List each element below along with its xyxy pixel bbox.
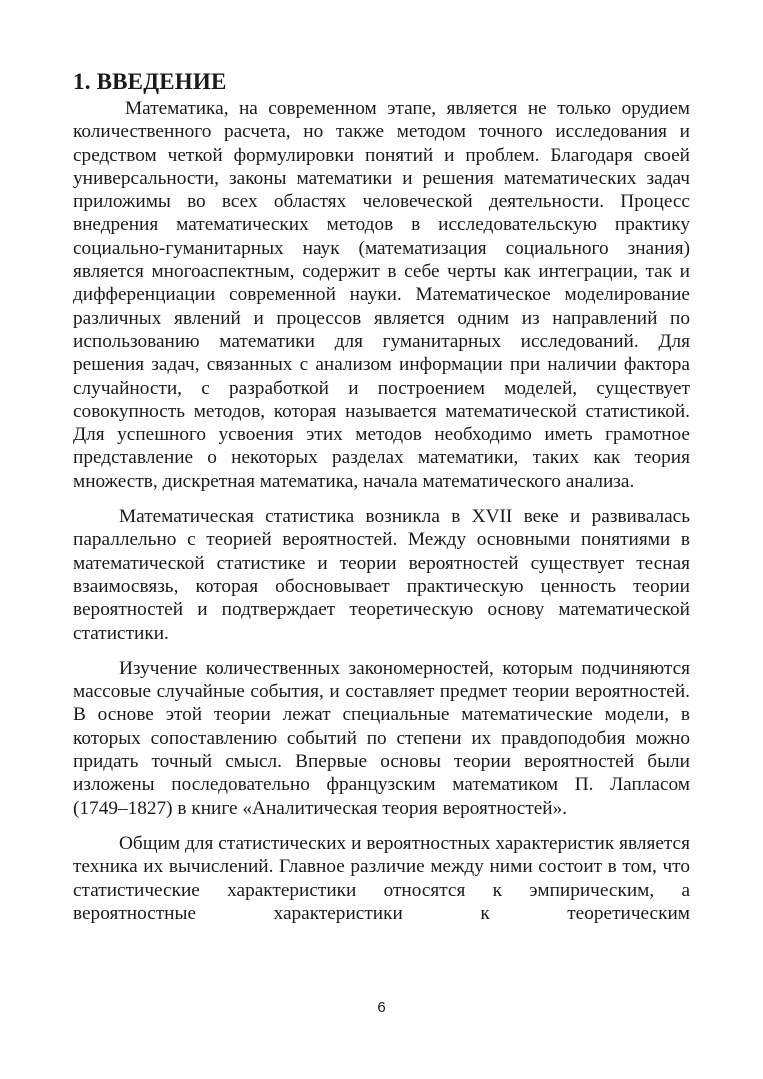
paragraph-statistics-origin: Математическая статистика возникла в XVII веке и развивалась параллельно с теорией вероятностей. Между основными понятиями в математической статистике и теории вероятностей существует тесная взаимосвязь, которая обосновывает практическую ценность теории вероятностей и подтверждает теоретическую основу математической статистики.	[73, 506, 690, 644]
paragraph-intro: Математика, на современном этапе, является не только орудием количественного расчета, но также методом точного исследования и средством четкой формулировки понятий и проблем. Благодаря своей универсальности, законы математики и решения математических задач приложимы во всех областях человеческой деятельности. Процесс внедрения математических методов в исследовательскую практику социально-гуманитарных наук (математизация социального знания) является многоаспектным, содержит в себе черты как интеграции, так и дифференциации современной науки. Математическое моделирование различных явлений и процессов является одним из направлений по использованию математики для гуманитарных исследований. Для решения задач, связанных с анализом информации при наличии фактора случайности, с разработкой и построением моделей, существует совокупность методов, которая называется математической статистикой. Для успешного усвоения этих методов необходимо иметь грамотное представление о некоторых разделах математики, таких как теория множеств, дискретная математика, начала математического анализа.	[73, 98, 690, 492]
paragraph-probability-theory: Изучение количественных закономерностей, которым подчиняются массовые случайные события, и составляет предмет теории вероятностей. В основе этой теории лежат специальные математические модели, в которых сопоставлению событий по степени их правдоподобия можно придать точный смысл. Впервые основы теории вероятностей были изложены последовательно французским математиком П. Лапласом (1749–1827) в книге «Аналитическая теория вероятностей».	[73, 657, 690, 819]
page-number: 6	[377, 999, 386, 1016]
page-body	[73, 68, 690, 925]
section-heading: 1. ВВЕДЕНИЕ	[73, 69, 227, 94]
paragraph-characteristics: Общим для статистических и вероятностных характеристик является техника их вычислений. Главное различие между ними состоит в том, что статистические характеристики относятся к эмпирическим, а вероятностные характеристики к теоретическим	[73, 832, 690, 924]
